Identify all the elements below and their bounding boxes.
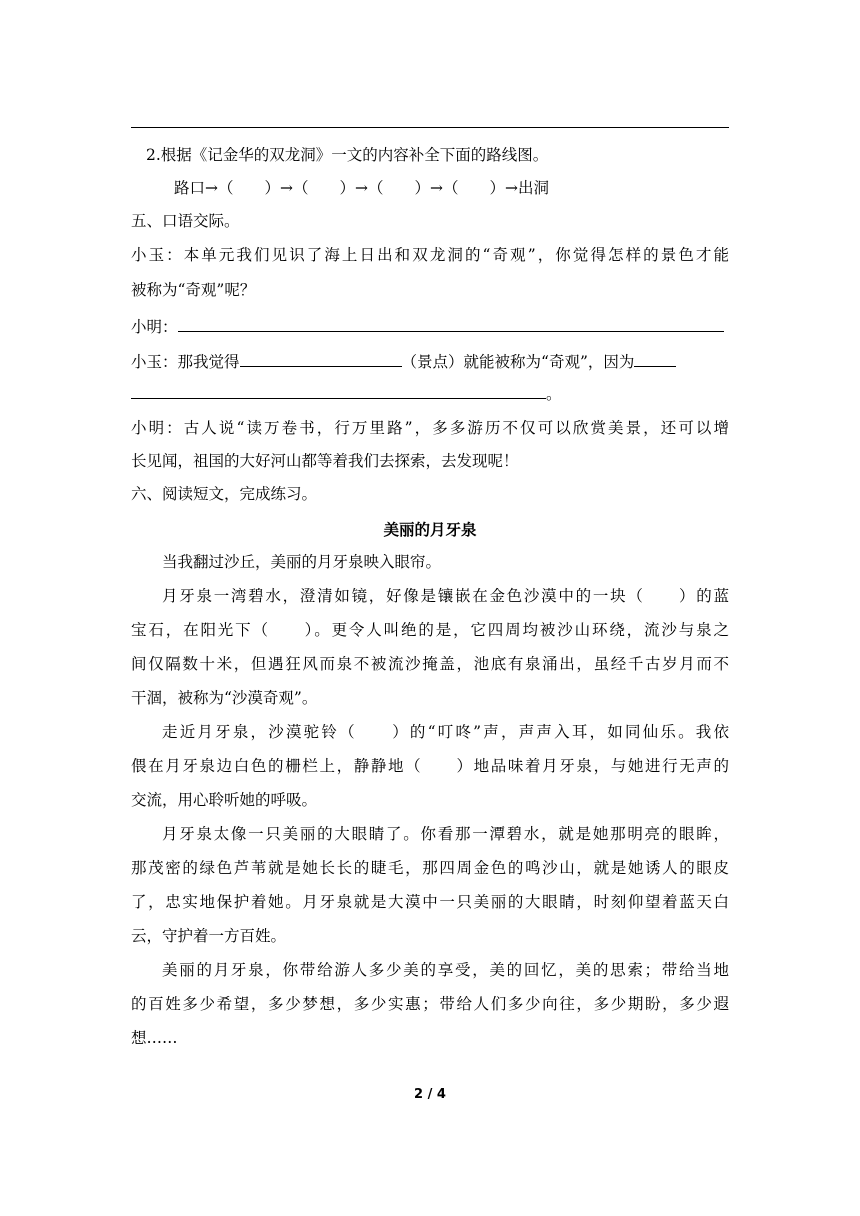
scenic-spot-blank[interactable] <box>240 350 402 367</box>
section-6-heading: 六、阅读短文，完成练习。 <box>131 485 318 503</box>
dialogue-xiaoming-2a: 小明：古人说“读万卷书，行万里路”，多多游历不仅可以欣赏美景，还可以增 <box>131 419 729 437</box>
paragraph-2-line-3: 间仅隔数十米，但遇狂风而泉不被流沙掩盖，池底有泉涌出，虽经千古岁月而不 <box>131 655 729 673</box>
paragraph-5-line-2: 的百姓多少希望，多少梦想，多少实惠；带给人们多少向往，多少期盼，多少遐 <box>131 995 729 1013</box>
paragraph-3-line-2: 偎在月牙泉边白色的栅栏上，静静地（ ）地品味着月牙泉，与她进行无声的 <box>131 757 729 775</box>
paragraph-5-line-3: 想…… <box>131 1029 178 1047</box>
section-5-heading: 五、口语交际。 <box>131 212 240 230</box>
reason-blank-line[interactable] <box>131 382 546 399</box>
paragraph-4-line-4: 云，守护着一方百姓。 <box>131 927 287 945</box>
paragraph-4-line-3: 了，忠实地保护着她。月牙泉就是大漠中一只美丽的大眼睛，时刻仰望着蓝天白 <box>131 893 729 911</box>
paragraph-4-line-1: 月牙泉太像一只美丽的大眼睛了。你看那一潭碧水，就是她那明亮的眼眸， <box>162 825 729 843</box>
page-number: 2 / 4 <box>414 1087 446 1102</box>
dialogue-text: （景点）就能被称为“奇观”，因为 <box>401 353 635 371</box>
dialogue-xiaoming-2b: 长见闻，祖国的大好河山都等着我们去探索，去发现呢！ <box>131 452 519 470</box>
speaker-label: 小明： <box>131 318 178 336</box>
dialogue-text: 小玉：那我觉得 <box>131 353 240 371</box>
dialogue-xiaoyu-2-cont <box>131 382 729 404</box>
paragraph-3-line-3: 交流，用心聆听她的呼吸。 <box>131 791 318 809</box>
dialogue-xiaoyu-2 <box>131 350 729 372</box>
paragraph-1: 当我翻过沙丘，美丽的月牙泉映入眼帘。 <box>162 553 442 571</box>
dialogue-xiaoyu-1a: 小玉：本单元我们见识了海上日出和双龙洞的“奇观”，你觉得怎样的景色才能 <box>131 246 729 264</box>
reason-blank-start[interactable] <box>634 350 676 367</box>
dialogue-xiaoyu-1b: 被称为“奇观”呢？ <box>131 281 256 299</box>
answer-blank-line[interactable] <box>178 315 724 332</box>
paragraph-2-line-2: 宝石，在阳光下（ ）。更令人叫绝的是，它四周均被沙山环绕，流沙与泉之 <box>131 621 729 639</box>
paragraph-4-line-2: 那茂密的绿色芦苇就是她长长的睫毛，那四周金色的鸣沙山，就是她诱人的眼皮 <box>131 859 729 877</box>
paragraph-2-line-4: 干涸，被称为“沙漠奇观”。 <box>131 689 318 707</box>
passage-title: 美丽的月牙泉 <box>383 521 477 539</box>
paragraph-5-line-1: 美丽的月牙泉，你带给游人多少美的享受，美的回忆，美的思索；带给当地 <box>162 961 729 979</box>
paragraph-2-line-1: 月牙泉一湾碧水，澄清如镜，好像是镶嵌在金色沙漠中的一块（ ）的蓝 <box>162 587 729 605</box>
header-rule <box>131 127 729 128</box>
dialogue-xiaoming-1 <box>131 315 729 337</box>
paragraph-3-line-1: 走近月牙泉，沙漠驼铃（ ）的“叮咚”声，声声入耳，如同仙乐。我依 <box>162 723 729 741</box>
question-2-stem: 2.根据《记金华的双龙洞》一文的内容补全下面的路线图。 <box>146 146 549 164</box>
period: 。 <box>546 385 562 403</box>
route-diagram: 路口→（ ）→（ ）→（ ）→（ ）→出洞 <box>174 179 549 197</box>
